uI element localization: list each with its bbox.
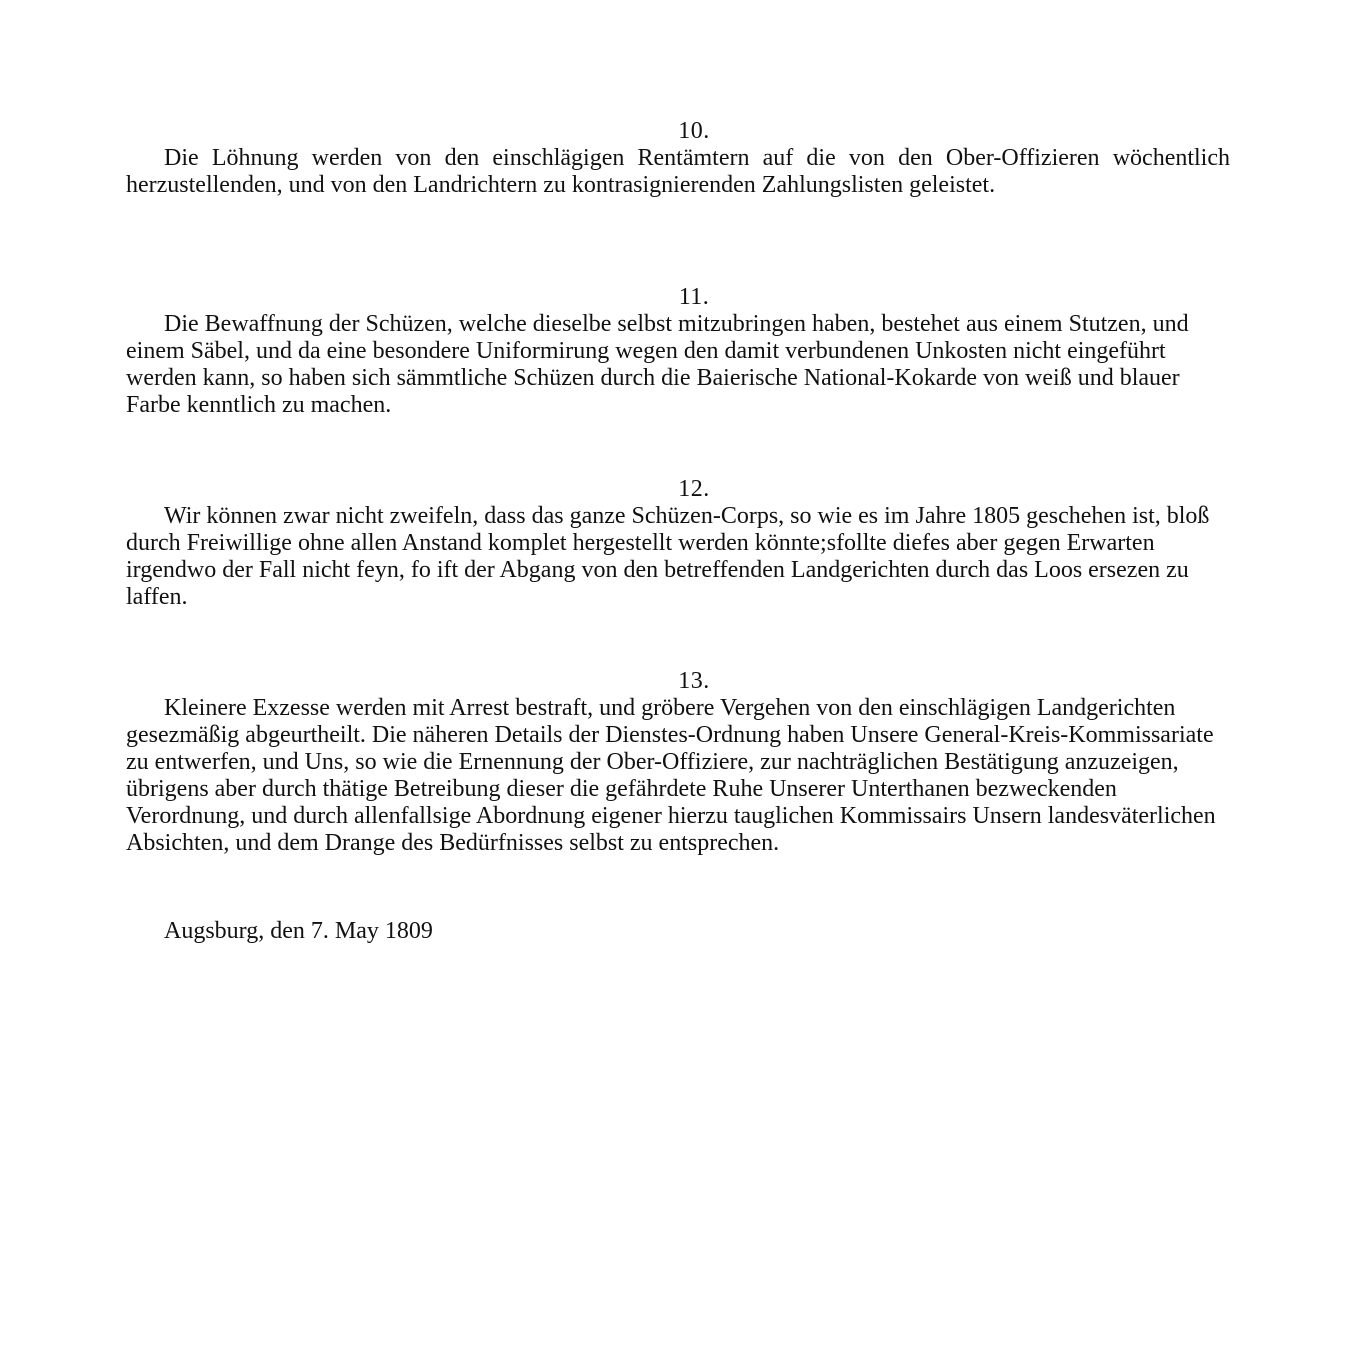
section-13 bbox=[126, 668, 1230, 857]
dateline: Augsburg, den 7. May 1809 bbox=[164, 918, 433, 944]
section-number: 12. bbox=[678, 476, 710, 502]
section-10 bbox=[126, 118, 1230, 199]
section-text: Die Bewaffnung der Schüzen, welche dieselbe selbst mitzubringen haben, bestehet aus einem Stutzen, und einem Säbel, und da eine besondere Uniformirung wegen den damit verbundenen Unkosten nicht eingeführt werden kann, so haben sich sämmtliche Schüzen durch die Baierische National-Kokarde von weiß und blauer Farbe kenntlich zu machen. bbox=[126, 311, 1189, 418]
section-11 bbox=[126, 284, 1230, 419]
section-text: Die Löhnung werden von den einschlägigen Rentämtern auf die von den Ober-Offizieren wöchentlich herzustellenden, und von den Landrichtern zu kontrasignierenden Zahlungslisten geleistet. bbox=[126, 145, 1230, 198]
section-number: 11. bbox=[678, 284, 710, 310]
section-number: 10. bbox=[678, 118, 710, 144]
section-text: Kleinere Exzesse werden mit Arrest bestraft, und gröbere Vergehen von den einschlägigen Landgerichten gesezmäßig abgeurtheilt. Die näheren Details der Dienstes-Ordnung haben Unsere General-Kreis-Kommissariate zu entwerfen, und Uns, so wie die Ernennung der Ober-Offiziere, zur nachträglichen Bestätigung anzuzeigen, übrigens aber durch thätige Betreibung dieser die gefährdete Ruhe Unserer Unterthanen bezweckenden Verordnung, und durch allenfallsige Abordnung eigener hierzu tauglichen Kommissairs Unsern landesväterlichen Absichten, und dem Drange des Bedürfnisses selbst zu entsprechen. bbox=[126, 695, 1216, 856]
section-number: 13. bbox=[678, 668, 710, 694]
section-text: Wir können zwar nicht zweifeln, dass das ganze Schüzen-Corps, so wie es im Jahre 1805 geschehen ist, bloß durch Freiwillige ohne allen Anstand komplet hergestellt werden könnte;sfollte diefes aber gegen Erwarten irgendwo der Fall nicht feyn, fo ift der Abgang von den betreffenden Landgerichten durch das Loos ersezen zu laffen. bbox=[126, 503, 1210, 610]
section-12 bbox=[126, 476, 1230, 611]
